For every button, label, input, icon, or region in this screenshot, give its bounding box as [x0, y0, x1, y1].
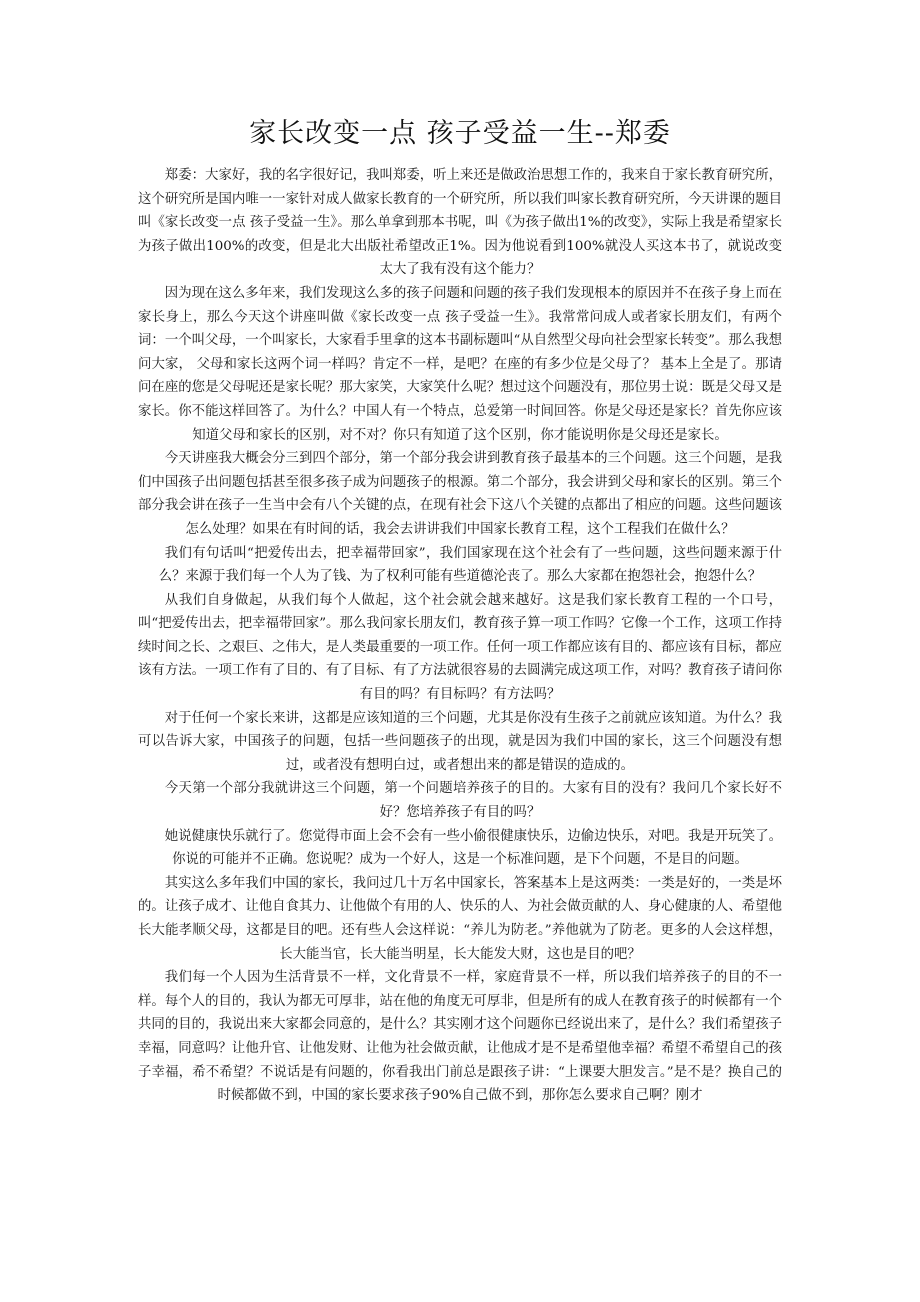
paragraph-education-as-work: 从我们自身做起，从我们每个人做起，这个社会就会越来越好。这是我们家长教育工程的一个口号，叫“把爱传出去，把幸福带回家”。那么我问家长朋友们，教育孩子算一项工作吗？它像一个工作，这项工作持续时间之长、之艰巨、之伟大，是人类最重要的一项工作。任何一项工作都应该有目的、都应该有目标，都应该有方法。一项工作有了目的、有了目标、有了方法就很容易的去圆满完成这项工作，对吗？教育孩子请问你有目的吗？有目标吗？有方法吗？: [138, 592, 782, 703]
paragraph-common-goal: 我们每一个人因为生活背景不一样，文化背景不一样，家庭背景不一样，所以我们培养孩子的目的不一样。每个人的目的，我认为都无可厚非，站在他的角度无可厚非，但是所有的成人在教育孩子的时候都有一个共同的目的，我说出来大家都会同意的，是什么？其实刚才这个问题你已经说出来了，是什么？我们希望孩子幸福，同意吗？让他升官、让他发财、让他为社会做贡献，让他成才是不是希望他幸福？希望不希望自己的孩子幸福，希不希望？不说话是有问题的，你看我出门前总是跟孩子讲：“上课要大胆发言。”是不是？换自己的时候都做不到，中国的家长要求孩子90%自己做不到，那你怎么要求自己啊？刚才: [138, 970, 782, 1104]
paragraph-lecture-outline: 今天讲座我大概会分三到四个部分，第一个部分我会讲到教育孩子最基本的三个问题。这三个问题，是我们中国孩子出问题包括甚至很多孩子成为问题孩子的根源。第二个部分，我会讲到父母和家长的区别。第三个部分我会讲在孩子一生当中会有八个关键的点，在现有社会下这八个关键的点都出了相应的问题。这些问题该怎么处理？如果在有时间的话，我会去讲讲我们中国家长教育工程，这个工程我们在做什么？: [138, 451, 782, 537]
paragraph-intro: 郑委：大家好，我的名字很好记，我叫郑委，听上来还是做政治思想工作的，我来自于家长教育研究所，这个研究所是国内唯一一家针对成人做家长教育的一个研究所，所以我们叫家长教育研究所，今天讲课的题目叫《家长改变一点 孩子受益一生》。那么单拿到那本书呢，叫《为孩子做出1%的改变》，实际上我是希望家长为孩子做出100%的改变，但是北大出版社希望改正1%。因为他说看到100%就没人买这本书了，就说改变太大了我有没有这个能力？: [138, 168, 782, 278]
document-title: 家长改变一点 孩子受益一生--郑委: [249, 118, 671, 149]
paragraph-three-questions: 对于任何一个家长来讲，这都是应该知道的三个问题，尤其是你没有生孩子之前就应该知道。为什么？我可以告诉大家，中国孩子的问题，包括一些问题孩子的出现，就是因为我们中国的家长，这三个问题没有想过，或者没有想明白过，或者想出来的都是错误的造成的。: [138, 710, 782, 773]
paragraph-first-question: 今天第一个部分我就讲这三个问题，第一个问题培养孩子的目的。大家有目的没有？我问几个家长好不好？您培养孩子有目的吗？: [164, 781, 782, 821]
paragraph-health-happiness: 她说健康快乐就行了。您觉得市面上会不会有一些小偷很健康快乐，边偷边快乐，对吧。我是开玩笑了。你说的可能并不正确。您说呢？成为一个好人，这是一个标准问题，是下个问题，不是目的问题。: [164, 828, 782, 868]
paragraph-parents-vs-guardians: 因为现在这么多年来，我们发现这么多的孩子问题和问题的孩子我们发现根本的原因并不在孩子身上而在家长身上，那么今天这个讲座叫做《家长改变一点 孩子受益一生》。我常常问成人或者家长朋友们，有两个词：一个叫父母，一个叫家长，大家看手里拿的这本书副标题叫“从自然型父母向社会型家长转变”。那么我想问大家， 父母和家长这两个词一样吗？肯定不一样，是吧？在座的有多少位是父母了？ 基本上全是了。那请问在座的您是父母呢还是家长呢？那大家笑，大家笑什么呢？想过这个问题没有，那位男士说：既是父母又是家长。你不能这样回答了。为什么？中国人有一个特点，总爱第一时间回答。你是父母还是家长？首先你应该知道父母和家长的区别，对不对？你只有知道了这个区别，你才能说明你是父母还是家长。: [138, 285, 782, 443]
paragraph-two-kinds-of-answers: 其实这么多年我们中国的家长，我问过几十万名中国家长，答案基本上是这两类：一类是好的，一类是坏的。让孩子成才、让他自食其力、让他做个有用的人、快乐的人、为社会做贡献的人、身心健康的人、希望他长大能孝顺父母，这都是目的吧。还有些人会这样说：“养儿为防老。”养他就为了防老。更多的人会这样想，长大能当官，长大能当明星，长大能发大财，这也是目的吧？: [138, 875, 782, 962]
paragraph-spread-love: 我们有句话叫“把爱传出去，把幸福带回家”，我们国家现在这个社会有了一些问题，这些问题来源于什么？来源于我们每一个人为了钱、为了权利可能有些道德沦丧了。那么大家都在抱怨社会，抱怨什么？: [158, 545, 782, 585]
